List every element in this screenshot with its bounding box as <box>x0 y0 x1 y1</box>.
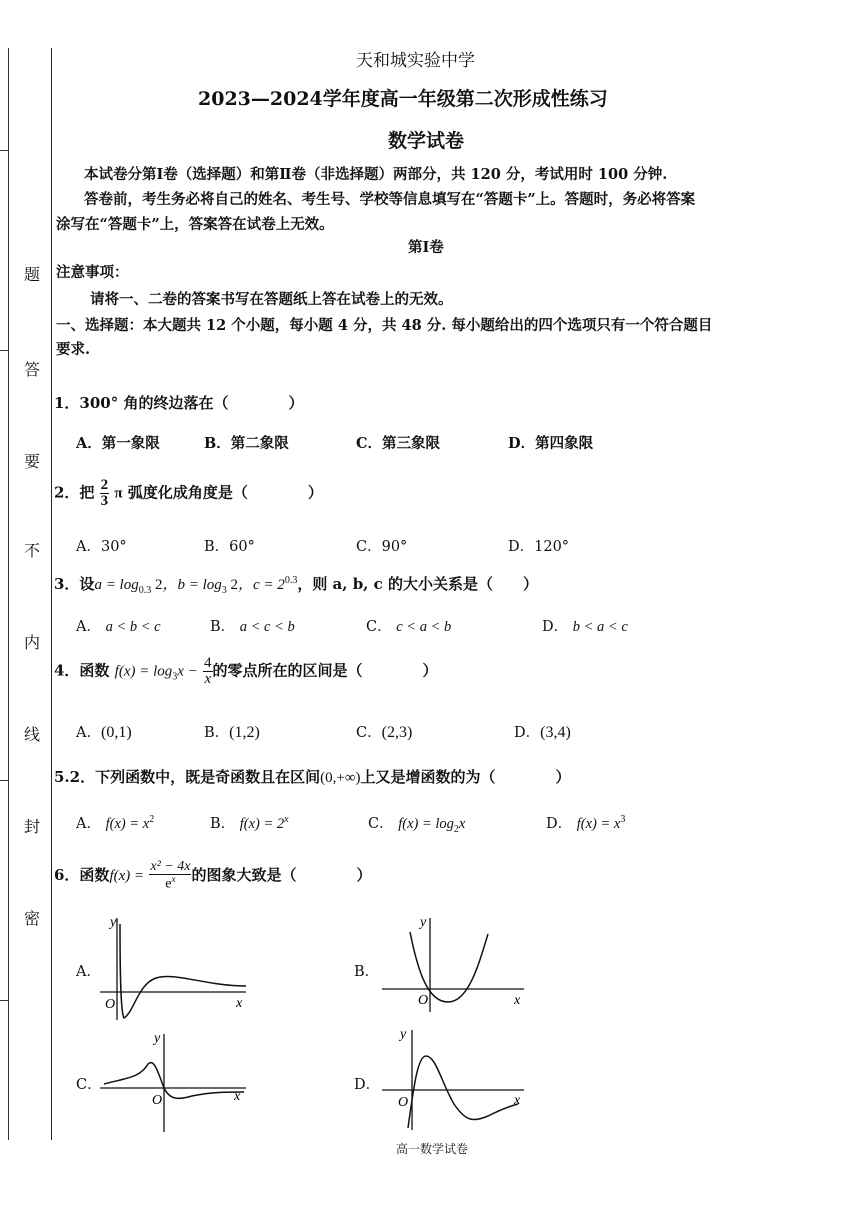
option-expr: (3,4) <box>540 724 571 741</box>
question-2-pi: π <box>114 485 123 502</box>
option-letter: B． <box>210 816 236 832</box>
option-letter: A． <box>76 725 101 741</box>
axis-x-label: x <box>514 993 521 1008</box>
school-name: 天和城实验中学 <box>356 51 475 71</box>
option-letter: A． <box>76 816 101 832</box>
question-3-c-expr: ，c = 2 <box>238 577 285 593</box>
question-4-option-b <box>204 721 260 742</box>
question-5-stem-b: 上又是增函数的为（ ） <box>360 768 571 786</box>
option-letter: C． <box>368 816 394 832</box>
question-6-fraction <box>149 860 191 892</box>
curve <box>408 1056 518 1128</box>
question-1-stem: 1．300° 角的终边落在（ ） <box>54 394 304 412</box>
question-4-suffix: 的零点所在的区间是（ ） <box>212 661 438 680</box>
option-expr: f(x) = x <box>576 816 621 832</box>
question-6-prefix: 6．函数 <box>54 865 110 884</box>
question-6-option-c: C． <box>76 1077 102 1093</box>
question-1-option-c: C．第三象限 <box>356 435 441 452</box>
question-3-b-expr: ，b = log <box>162 577 222 593</box>
subject-title: 数学试卷 <box>388 130 465 152</box>
option-letter: C． <box>356 725 382 741</box>
option-tail: x <box>458 816 466 832</box>
question-3-option-d <box>542 615 628 636</box>
question-6-option-d: D． <box>354 1077 381 1093</box>
axis-x-label: x <box>236 996 243 1011</box>
axis-x-label: x <box>514 1093 521 1108</box>
question-4-stem <box>54 656 438 687</box>
option-sup: 2 <box>149 814 155 826</box>
question-3-a-expr: a = log <box>94 577 139 593</box>
question-2-option-d: D．120° <box>508 539 570 555</box>
option-expr: c < a < b <box>396 619 452 635</box>
seal-char: 密 <box>24 909 41 928</box>
seal-line <box>51 48 52 1140</box>
question-4-fx-sub: 3 <box>172 671 178 683</box>
notice-text: 请将一、二卷的答案书写在答题纸上答在试卷上的无效。 <box>90 291 453 308</box>
question-2-option-c: C．90° <box>356 539 408 555</box>
question-6-stem <box>54 860 371 892</box>
axis-y-label: y <box>420 915 427 930</box>
intro-line-2: 答卷前，考生务必将自己的姓名、考生号、学校等信息填写在“答题卡”上。答题时，务必将答案 <box>84 191 696 208</box>
graph-a <box>96 912 256 1024</box>
margin-border-left <box>8 48 9 1140</box>
margin-tick <box>0 1000 8 1001</box>
seal-char: 要 <box>24 452 41 471</box>
question-3-b-tail: 2 <box>226 577 239 593</box>
question-6-option-a: A． <box>76 964 101 980</box>
question-2-option-b: B．60° <box>204 539 255 555</box>
question-2-stem <box>54 478 323 509</box>
option-sup: x <box>284 814 289 826</box>
frac-den-sup: x <box>171 874 176 884</box>
question-3-c-sup: 0.3 <box>284 575 298 586</box>
question-3-a-tail: 2 <box>151 577 163 593</box>
question-3-option-b <box>210 615 295 636</box>
axis-y-label: y <box>400 1027 407 1042</box>
margin-tick <box>0 780 8 781</box>
question-1-option-a: A．第一象限 <box>76 435 160 452</box>
seal-char: 封 <box>24 817 41 836</box>
intro-line-1: 本试卷分第Ⅰ卷（选择题）和第Ⅱ卷（非选择题）两部分，共 120 分，考试用时 100 分钟. <box>84 166 668 183</box>
question-3-suffix: ，则 a, b, c 的大小关系是（ ） <box>297 575 538 593</box>
part1-heading: 一、选择题：本大题共 12 个小题，每小题 4 分，共 48 分. 每小题给出的四个选项只有一个符合题目 <box>56 317 713 334</box>
notice-heading: 注意事项： <box>56 264 129 281</box>
question-6-suffix: 的图象大致是（ ） <box>191 865 372 884</box>
option-expr: (1,2) <box>229 724 260 741</box>
seal-char: 内 <box>24 633 41 652</box>
axis-y-label: y <box>154 1031 161 1046</box>
question-3-b-sub: 3 <box>221 585 227 596</box>
seal-char: 不 <box>24 541 41 560</box>
question-4-prefix: 4．函数 <box>54 661 110 680</box>
question-6-fx: f(x) = <box>109 867 145 884</box>
option-expr: a < c < b <box>239 619 295 635</box>
option-expr: (0,1) <box>100 724 132 741</box>
question-1-option-b: B．第二象限 <box>204 435 289 452</box>
option-expr: f(x) = 2 <box>239 816 285 832</box>
graph-c <box>96 1028 256 1136</box>
question-4-option-a <box>76 721 132 742</box>
axis-x-label: x <box>234 1089 241 1104</box>
option-letter: D． <box>546 816 573 832</box>
question-5-option-a <box>76 812 154 833</box>
graph-d <box>378 1024 528 1134</box>
question-2-fraction <box>100 478 110 509</box>
option-expr: a < b < c <box>105 619 161 635</box>
question-2-suffix: 弧度化成角度是（ ） <box>127 483 323 502</box>
graph-b <box>378 912 528 1018</box>
question-2-frac-den: 3 <box>100 493 109 509</box>
origin-label: O <box>105 997 116 1012</box>
question-3-option-a <box>76 615 161 636</box>
curve <box>120 924 246 1018</box>
question-4-fx: f(x) = log <box>114 663 173 680</box>
part1-heading-cont: 要求. <box>56 341 91 358</box>
question-3-stem <box>54 573 538 596</box>
question-1-option-d: D．第四象限 <box>508 435 594 452</box>
question-5-option-b <box>210 812 289 833</box>
question-6-option-b: B． <box>354 964 380 980</box>
question-2-option-a: A．30° <box>76 539 127 555</box>
question-5-interval: (0,+∞) <box>320 770 361 786</box>
question-6-frac-den <box>149 875 191 892</box>
question-5-stem-a: 5.2．下列函数中，既是奇函数且在区间 <box>54 768 321 786</box>
origin-label: O <box>418 993 429 1008</box>
option-sup: 3 <box>620 814 626 826</box>
origin-label: O <box>152 1093 163 1108</box>
curve <box>104 1063 244 1099</box>
question-5-option-c <box>368 812 465 835</box>
exam-title: 2023—2024学年度高一年级第二次形成性练习 <box>198 88 608 110</box>
question-4-option-c <box>356 721 412 742</box>
axis-y-label: y <box>110 915 117 930</box>
option-expr: f(x) = x <box>105 816 150 832</box>
intro-line-3: 涂写在“答题卡”上，答案答在试卷上无效。 <box>56 216 334 233</box>
question-3-prefix: 3．设 <box>54 575 95 593</box>
option-letter: B． <box>204 725 230 741</box>
seal-char: 题 <box>24 265 41 284</box>
option-letter: D． <box>514 725 541 741</box>
option-letter: A． <box>76 619 101 635</box>
question-4-fx-tail: x − <box>177 663 198 680</box>
question-2-prefix: 2．把 <box>54 483 95 502</box>
page-footer: 高一数学试卷 <box>396 1142 469 1156</box>
frac-den-base: e <box>165 876 172 892</box>
seal-char: 答 <box>24 360 41 379</box>
question-5-stem <box>54 766 571 787</box>
question-6-frac-num: x² − 4x <box>150 859 191 874</box>
margin-tick <box>0 150 8 151</box>
option-expr: f(x) = log <box>398 816 454 832</box>
option-expr: (2,3) <box>381 724 413 741</box>
option-sub: 2 <box>453 823 459 835</box>
option-expr: b < a < c <box>572 619 628 635</box>
question-4-option-d <box>514 721 571 742</box>
option-letter: B． <box>210 619 236 635</box>
curve <box>410 932 488 1002</box>
margin-tick <box>0 350 8 351</box>
question-2-frac-num: 2 <box>100 477 109 493</box>
question-5-option-d <box>546 812 625 833</box>
option-letter: D． <box>542 619 569 635</box>
option-letter: C． <box>366 619 392 635</box>
question-4-frac-num: 4 <box>204 655 212 671</box>
question-4-fraction <box>203 656 213 687</box>
question-4-frac-den: x <box>204 671 212 687</box>
origin-label: O <box>398 1095 409 1110</box>
section-label: 第Ⅰ卷 <box>408 239 444 256</box>
question-3-option-c <box>366 615 451 636</box>
question-3-a-sub: 0.3 <box>138 585 152 596</box>
seal-char: 线 <box>24 725 41 744</box>
